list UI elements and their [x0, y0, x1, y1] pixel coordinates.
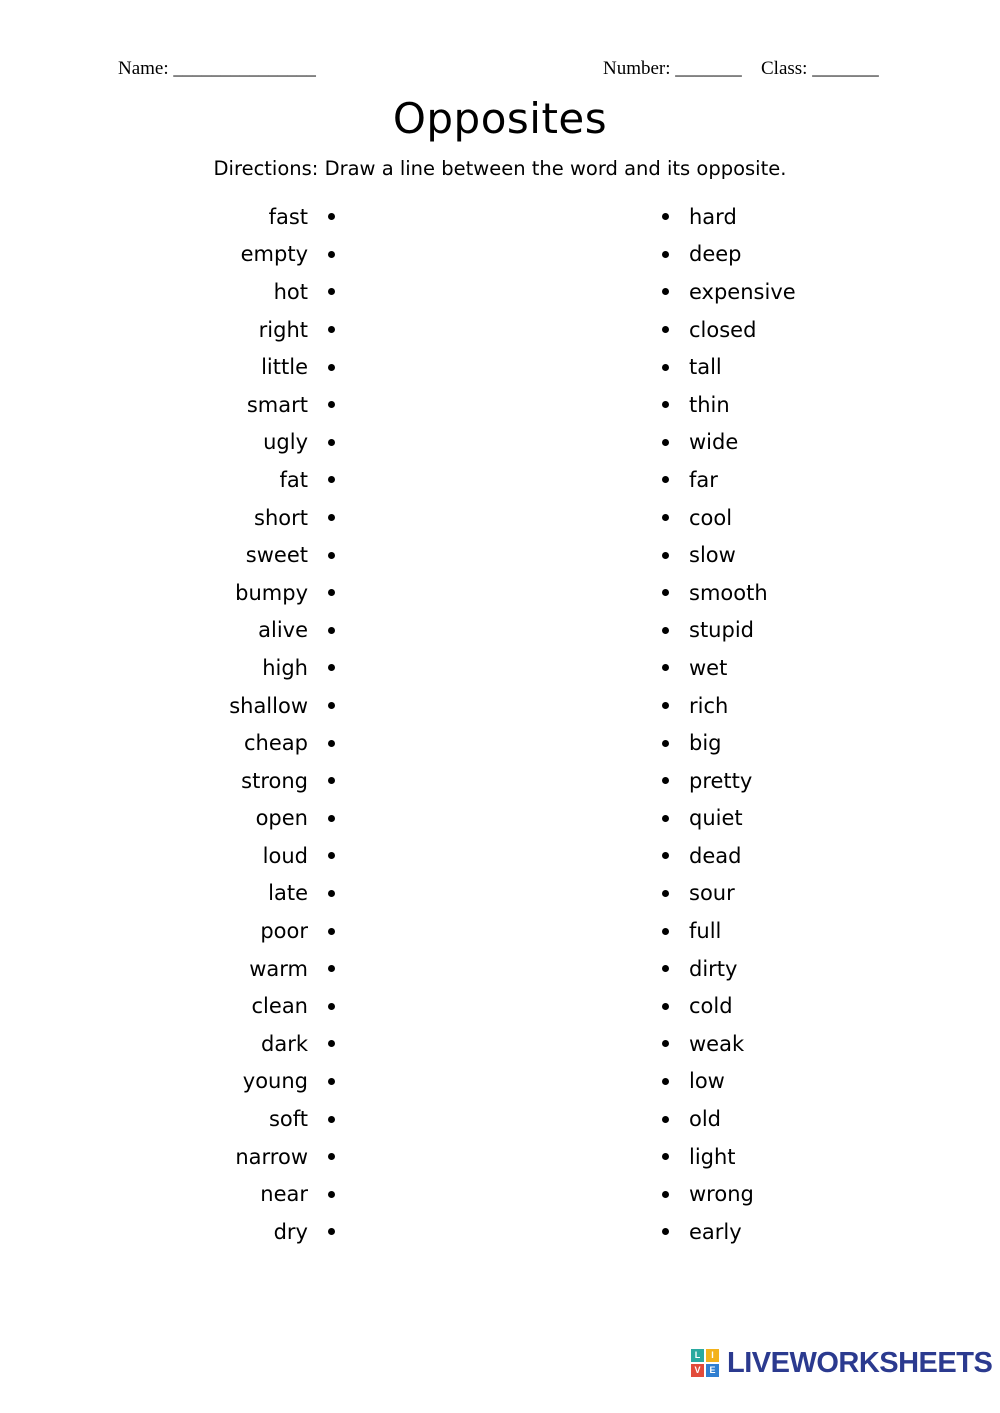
list-item[interactable]	[150, 1025, 335, 1063]
bullet-icon[interactable]	[662, 589, 669, 596]
list-item[interactable]	[662, 311, 962, 349]
bullet-icon[interactable]	[328, 401, 335, 408]
word-label: hard	[689, 204, 737, 229]
list-item[interactable]	[662, 950, 962, 988]
bullet-icon[interactable]	[662, 439, 669, 446]
word-label: clean	[251, 994, 308, 1019]
word-label: early	[689, 1219, 742, 1244]
list-item[interactable]	[662, 1025, 962, 1063]
list-item[interactable]	[150, 386, 335, 424]
word-label: ugly	[263, 430, 308, 455]
word-label: open	[255, 806, 308, 831]
list-item[interactable]	[150, 424, 335, 462]
word-label: poor	[260, 919, 308, 944]
list-item[interactable]	[662, 574, 962, 612]
bullet-icon[interactable]	[662, 1003, 669, 1010]
bullet-icon[interactable]	[328, 852, 335, 859]
word-label: closed	[689, 317, 757, 342]
bullet-icon[interactable]	[662, 1228, 669, 1235]
list-item[interactable]	[150, 1175, 335, 1213]
word-label: alive	[258, 618, 308, 643]
word-label: full	[689, 919, 722, 944]
word-label: stupid	[689, 618, 754, 643]
list-item[interactable]	[150, 724, 335, 762]
list-item[interactable]	[150, 198, 335, 236]
bullet-icon[interactable]	[328, 213, 335, 220]
number-field-label[interactable]: Number: _______	[603, 58, 742, 79]
bullet-icon[interactable]	[328, 1003, 335, 1010]
list-item[interactable]	[662, 273, 962, 311]
word-label: smart	[246, 392, 308, 417]
word-label: soft	[268, 1107, 308, 1132]
bullet-icon[interactable]	[662, 1116, 669, 1123]
bullet-icon[interactable]	[328, 589, 335, 596]
bullet-icon[interactable]	[328, 1228, 335, 1235]
bullet-icon[interactable]	[328, 702, 335, 709]
list-item[interactable]	[150, 987, 335, 1025]
bullet-icon[interactable]	[328, 965, 335, 972]
word-label: young	[242, 1069, 308, 1094]
list-item[interactable]	[662, 687, 962, 725]
bullet-icon[interactable]	[328, 1191, 335, 1198]
word-label: sour	[689, 881, 735, 906]
word-label: late	[268, 881, 308, 906]
list-item[interactable]	[150, 348, 335, 386]
bullet-icon[interactable]	[662, 514, 669, 521]
logo-brand-text: LIVEWORKSHEETS	[727, 1346, 993, 1379]
list-item[interactable]	[150, 875, 335, 913]
bullet-icon[interactable]	[662, 965, 669, 972]
list-item[interactable]	[662, 987, 962, 1025]
bullet-icon[interactable]	[662, 815, 669, 822]
list-item[interactable]	[662, 1213, 962, 1251]
word-label: right	[258, 317, 308, 342]
word-label: rich	[689, 693, 729, 718]
word-label: dead	[689, 843, 742, 868]
bullet-icon[interactable]	[662, 1153, 669, 1160]
list-item[interactable]	[150, 311, 335, 349]
word-label: dirty	[689, 956, 738, 981]
word-label: thin	[689, 392, 730, 417]
list-item[interactable]	[150, 499, 335, 537]
word-label: near	[260, 1182, 308, 1207]
list-item[interactable]	[662, 198, 962, 236]
logo-letter-l: L	[691, 1349, 704, 1362]
logo-letter-v: V	[691, 1364, 704, 1377]
list-item[interactable]	[150, 912, 335, 950]
name-field-label[interactable]: Name: _______________	[118, 58, 316, 79]
word-label: dark	[261, 1031, 308, 1056]
list-item[interactable]	[150, 687, 335, 725]
bullet-icon[interactable]	[662, 251, 669, 258]
list-item[interactable]	[150, 273, 335, 311]
word-label: empty	[240, 242, 308, 267]
bullet-icon[interactable]	[328, 627, 335, 634]
word-label: short	[254, 505, 308, 530]
word-label: bumpy	[235, 580, 308, 605]
word-label: wide	[689, 430, 739, 455]
list-item[interactable]	[150, 649, 335, 687]
bullet-icon[interactable]	[662, 890, 669, 897]
bullet-icon[interactable]	[328, 439, 335, 446]
list-item[interactable]	[662, 499, 962, 537]
word-label: far	[689, 467, 718, 492]
right-word-column	[662, 198, 962, 1251]
word-label: little	[261, 355, 308, 380]
bullet-icon[interactable]	[328, 1116, 335, 1123]
bullet-icon[interactable]	[662, 364, 669, 371]
word-label: slow	[689, 543, 736, 568]
word-label: dry	[273, 1219, 308, 1244]
word-label: low	[689, 1069, 725, 1094]
bullet-icon[interactable]	[328, 288, 335, 295]
bullet-icon[interactable]	[662, 326, 669, 333]
bullet-icon[interactable]	[328, 1040, 335, 1047]
bullet-icon[interactable]	[662, 852, 669, 859]
bullet-icon[interactable]	[662, 702, 669, 709]
word-label: cold	[689, 994, 733, 1019]
list-item[interactable]	[150, 1063, 335, 1101]
left-word-column	[150, 198, 335, 1251]
list-item[interactable]	[662, 1175, 962, 1213]
bullet-icon[interactable]	[328, 890, 335, 897]
bullet-icon[interactable]	[662, 664, 669, 671]
word-label: wet	[689, 655, 728, 680]
word-label: shallow	[229, 693, 308, 718]
word-label: fast	[268, 204, 308, 229]
list-item[interactable]	[662, 649, 962, 687]
liveworksheets-logo[interactable]	[690, 1345, 992, 1381]
bullet-icon[interactable]	[662, 627, 669, 634]
list-item[interactable]	[150, 1100, 335, 1138]
word-label: big	[689, 731, 722, 756]
bullet-icon[interactable]	[328, 476, 335, 483]
word-label: warm	[249, 956, 308, 981]
word-label: cheap	[244, 731, 308, 756]
bullet-icon[interactable]	[662, 1040, 669, 1047]
word-label: weak	[689, 1031, 745, 1056]
word-label: expensive	[689, 279, 796, 304]
bullet-icon[interactable]	[328, 1078, 335, 1085]
list-item[interactable]	[662, 461, 962, 499]
list-item[interactable]	[662, 386, 962, 424]
word-label: strong	[241, 768, 308, 793]
bullet-icon[interactable]	[328, 364, 335, 371]
list-item[interactable]	[662, 236, 962, 274]
bullet-icon[interactable]	[328, 815, 335, 822]
list-item[interactable]	[150, 950, 335, 988]
list-item[interactable]	[662, 1063, 962, 1101]
bullet-icon[interactable]	[662, 552, 669, 559]
word-label: light	[689, 1144, 736, 1169]
bullet-icon[interactable]	[328, 514, 335, 521]
list-item[interactable]	[150, 1138, 335, 1176]
word-label: smooth	[689, 580, 768, 605]
word-label: high	[262, 655, 308, 680]
list-item[interactable]	[150, 574, 335, 612]
bullet-icon[interactable]	[328, 251, 335, 258]
bullet-icon[interactable]	[328, 664, 335, 671]
list-item[interactable]	[150, 800, 335, 838]
list-item[interactable]	[662, 762, 962, 800]
word-label: pretty	[689, 768, 753, 793]
list-item[interactable]	[662, 912, 962, 950]
bullet-icon[interactable]	[662, 740, 669, 747]
bullet-icon[interactable]	[328, 777, 335, 784]
list-item[interactable]	[662, 424, 962, 462]
list-item[interactable]	[662, 348, 962, 386]
logo-letter-e: E	[706, 1364, 719, 1377]
list-item[interactable]	[150, 837, 335, 875]
bullet-icon[interactable]	[662, 777, 669, 784]
bullet-icon[interactable]	[662, 288, 669, 295]
bullet-icon[interactable]	[328, 928, 335, 935]
list-item[interactable]	[662, 800, 962, 838]
bullet-icon[interactable]	[662, 928, 669, 935]
bullet-icon[interactable]	[662, 476, 669, 483]
word-label: narrow	[235, 1144, 308, 1169]
list-item[interactable]	[150, 762, 335, 800]
bullet-icon[interactable]	[662, 1078, 669, 1085]
bullet-icon[interactable]	[328, 1153, 335, 1160]
logo-squares-icon	[690, 1348, 720, 1378]
logo-letter-i: I	[706, 1349, 719, 1362]
word-label: cool	[689, 505, 733, 530]
class-field-label[interactable]: Class: _______	[761, 58, 879, 79]
list-item[interactable]	[150, 236, 335, 274]
word-label: old	[689, 1107, 722, 1132]
bullet-icon[interactable]	[662, 1191, 669, 1198]
list-item[interactable]	[150, 612, 335, 650]
word-label: hot	[273, 279, 308, 304]
word-label: deep	[689, 242, 742, 267]
list-item[interactable]	[150, 461, 335, 499]
list-item[interactable]	[662, 1100, 962, 1138]
list-item[interactable]	[662, 875, 962, 913]
bullet-icon[interactable]	[662, 213, 669, 220]
list-item[interactable]	[662, 1138, 962, 1176]
list-item[interactable]	[662, 612, 962, 650]
bullet-icon[interactable]	[328, 326, 335, 333]
bullet-icon[interactable]	[328, 740, 335, 747]
word-label: fat	[279, 467, 308, 492]
bullet-icon[interactable]	[662, 401, 669, 408]
word-label: quiet	[689, 806, 743, 831]
list-item[interactable]	[662, 837, 962, 875]
bullet-icon[interactable]	[328, 552, 335, 559]
word-label: loud	[262, 843, 308, 868]
worksheet-header	[0, 58, 1000, 84]
word-label: tall	[689, 355, 722, 380]
word-label: sweet	[245, 543, 308, 568]
page-title: Opposites	[392, 94, 608, 143]
directions-text: Directions: Draw a line between the word and its opposite.	[213, 157, 787, 180]
list-item[interactable]	[150, 1213, 335, 1251]
word-label: wrong	[689, 1182, 754, 1207]
list-item[interactable]	[662, 536, 962, 574]
list-item[interactable]	[662, 724, 962, 762]
list-item[interactable]	[150, 536, 335, 574]
